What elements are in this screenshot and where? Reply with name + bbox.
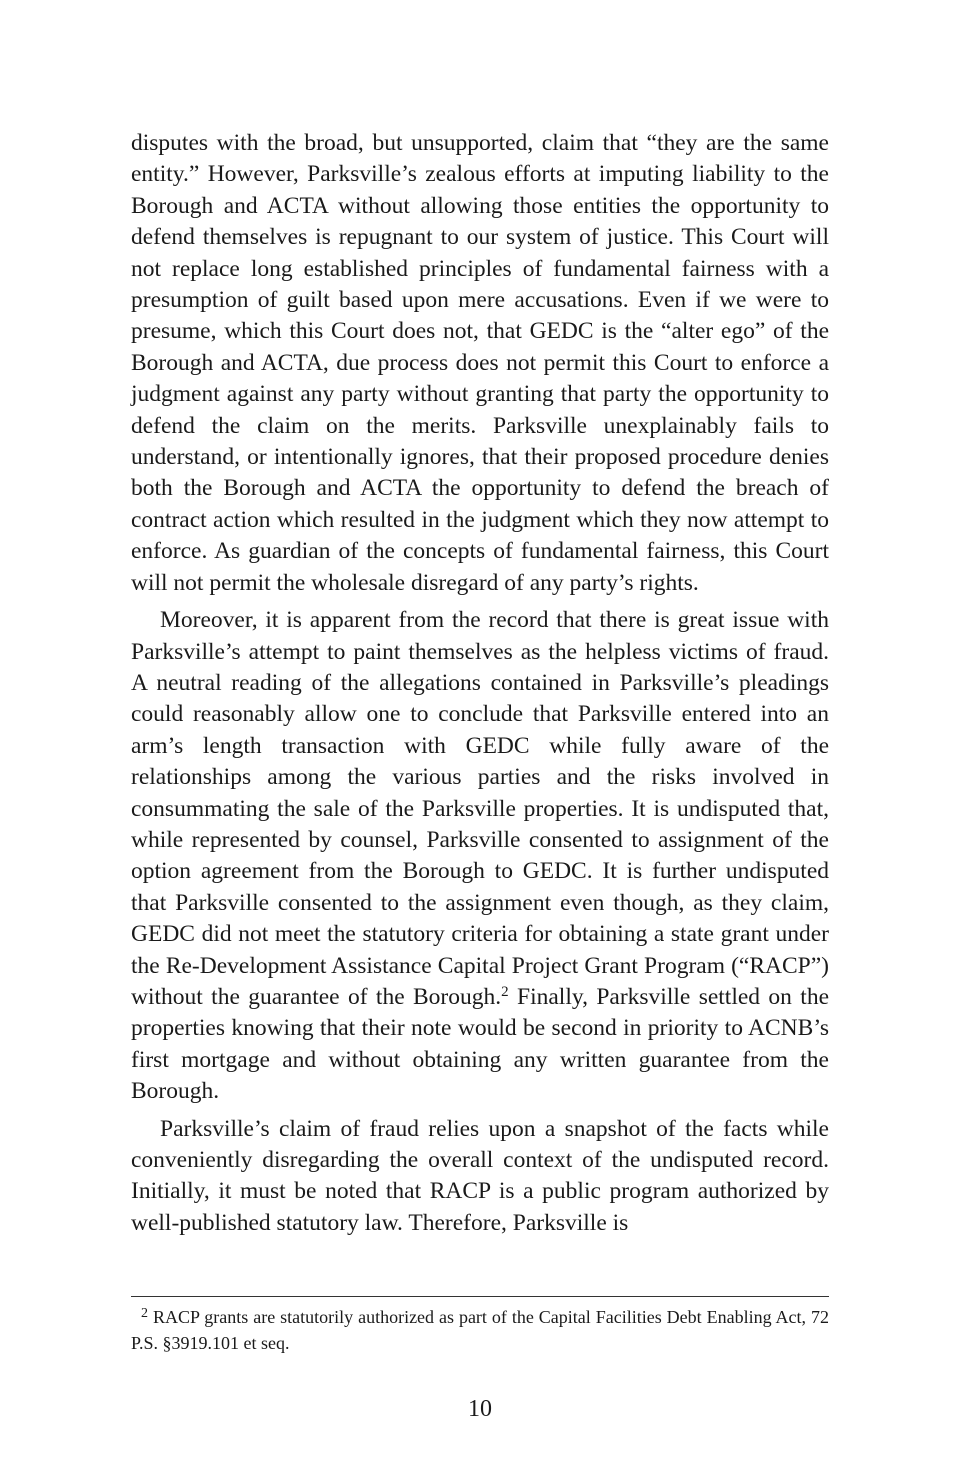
paragraph-continuation: disputes with the broad, but unsupported, claim that “they are the same entity.” However, Parksville’s zealous efforts at imputing liability to the Borough and ACTA without allowing those entities the opportunity to defend themselves is repugnant to our system of justice. This Court will not replace long established principles of fundamental fairness with a presumption of guilt based upon mere accusations. Even if we were to presume, which this Court does not, that GEDC is the “alter ego” of the Borough and ACTA, due process does not permit this Court to enforce a judgment against any party without granting that party the opportunity to defend the claim on the merits. Parksville unexplainably fails to understand, or intentionally ignores, that their proposed procedure denies both the Borough and ACTA the opportunity to defend the breach of contract action which resulted in the judgment which they now attempt to enforce. As guardian of the concepts of fundamental fairness, this Court will not permit the wholesale disregard of any party’s rights. <box>131 130 829 596</box>
paragraph-moreover <box>131 605 829 1108</box>
footnote-paragraph <box>131 1304 829 1356</box>
paragraph-moreover-text-before-note: Moreover, it is apparent from the record that there is great issue with Parksville’s attempt to paint themselves as the helpless victims of fraud. A neutral reading of the allegations contained in Parksville’s pleadings could reasonably allow one to conclude that Parksville entered into an arm’s length transaction with GEDC while fully aware of the relationships among the various parties and the risks involved in consummating the sale of the Parksville properties. It is undisputed that, while represented by counsel, Parksville consented to assignment of the option agreement from the Borough to GEDC. It is further undisputed that Parksville consented to the assignment even though, as they claim, GEDC did not meet the statutory criteria for obtaining a state grant under the Re-Development Assistance Capital Project Grant Program (“RACP”) without the guarantee of the Borough. <box>131 607 829 1010</box>
footnote-divider <box>131 1296 829 1297</box>
paragraph-moreover-text-after-note: Finally, Parksville settled on the properties knowing that their note would be second in priority to ACNB’s first mortgage and without obtaining any written guarantee from the Borough. <box>131 983 829 1105</box>
footnote-text: RACP grants are statutorily authorized as part of the Capital Facilities Debt Enabling Act, 72 P.S. §3919.101 et seq. <box>131 1307 829 1353</box>
footnote-marker: 2 <box>141 1306 148 1321</box>
footnote <box>131 1304 829 1356</box>
paragraph-fraud-claim: Parksville’s claim of fraud relies upon a snapshot of the facts while conveniently disregarding the overall context of the undisputed record. Initially, it must be noted that RACP is a public program authorized by well-published statutory law. Therefore, Parksville is <box>131 1115 829 1236</box>
opinion-body-text <box>131 128 829 1245</box>
page-number: 10 <box>468 1396 492 1422</box>
footnote-reference-marker[interactable]: 2 <box>501 983 509 1000</box>
